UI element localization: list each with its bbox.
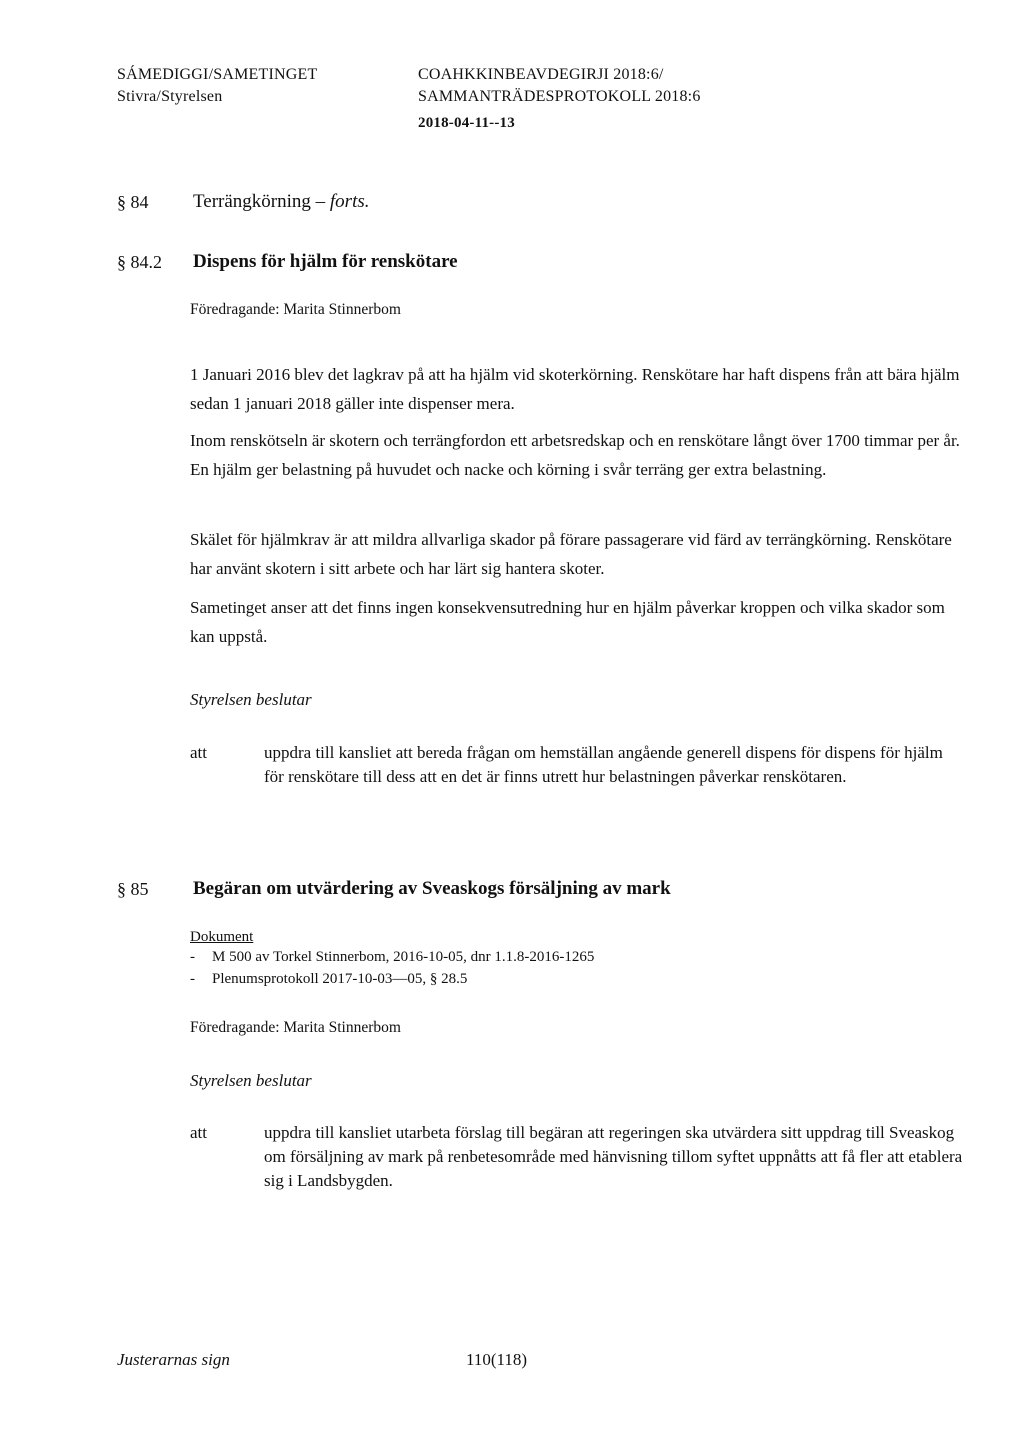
section-85-number: § 85 bbox=[117, 879, 149, 899]
section-84-title-suffix: forts. bbox=[329, 191, 370, 212]
section-84-number: § 84 bbox=[117, 192, 149, 212]
section-84-2-paragraph-2: Inom renskötseln är skotern och terrängfordon ett arbetsredskap och en renskötare långt över 1700 timmar per år. En hjälm ger belastning på huvudet och nacke och körning i svår terräng ger extra belastning. bbox=[190, 431, 960, 479]
list-item: - M 500 av Torkel Stinnerbom, 2016-10-05, dnr 1.1.8-2016-1265 bbox=[190, 949, 595, 965]
section-84-2-paragraph-3: Skälet för hjälmkrav är att mildra allvarliga skador på förare passagerare vid färd av terrängkörning. Renskötare har använt skotern i sitt arbete och har lärt sig hantera skoter. bbox=[190, 530, 952, 578]
section-85-presenter: Föredragande: Marita Stinnerbom bbox=[190, 1019, 401, 1036]
document-item-1: M 500 av Torkel Stinnerbom, 2016-10-05, dnr 1.1.8-2016-1265 bbox=[212, 949, 595, 965]
section-85-decision-heading: Styrelsen beslutar bbox=[190, 1071, 312, 1090]
header-protocol-sami: COAHKKINBEAVDEGIRJI 2018:6/ bbox=[418, 66, 664, 83]
header-board: Stivra/Styrelsen bbox=[117, 88, 223, 105]
section-85-title: Begäran om utvärdering av Sveaskogs försäljning av mark bbox=[193, 878, 671, 899]
footer-signature-label: Justerarnas sign bbox=[117, 1350, 230, 1369]
header-date: 2018-04-11--13 bbox=[418, 115, 515, 131]
section-85-documents-heading: Dokument bbox=[190, 929, 254, 945]
header-org: SÁMEDIGGI/SAMETINGET bbox=[117, 66, 318, 83]
section-84-2-decision-label: att bbox=[190, 743, 207, 762]
section-84-2-decision-heading: Styrelsen beslutar bbox=[190, 690, 312, 709]
section-85-decision-label: att bbox=[190, 1123, 207, 1142]
section-84-title-text: Terrängkörning bbox=[193, 191, 311, 212]
section-85-decision-text: uppdra till kansliet utarbeta förslag till begäran att regeringen ska utvärdera sitt uppdrag till Sveaskog om försäljning av mark på renbetesområde med hänvisning tillom syftet uppnåtts att få fler att etablera sig i Landsbygden. bbox=[264, 1123, 963, 1190]
header-protocol-swedish: SAMMANTRÄDESPROTOKOLL 2018:6 bbox=[418, 88, 701, 105]
list-item: - Plenumsprotokoll 2017-10-03—05, § 28.5 bbox=[190, 971, 468, 987]
section-84-2-decision-text: uppdra till kansliet att bereda frågan om hemställan angående generell dispens för dispens för hjälm för renskötare till dess att en det är finns utrett hur belastningen påverkar renskötaren. bbox=[264, 743, 943, 786]
footer-page-number: 110(118) bbox=[466, 1350, 528, 1369]
document-item-2: Plenumsprotokoll 2017-10-03—05, § 28.5 bbox=[212, 971, 468, 987]
section-84-2-paragraph-1: 1 Januari 2016 blev det lagkrav på att ha hjälm vid skoterkörning. Renskötare har haft dispens från att bära hjälm sedan 1 januari 2018 gäller inte dispenser mera. bbox=[190, 365, 960, 413]
section-84-2-presenter: Föredragande: Marita Stinnerbom bbox=[190, 301, 401, 318]
section-84-2-paragraph-4: Sametinget anser att det finns ingen konsekvensutredning hur en hjälm påverkar kroppen och vilka skador som kan uppstå. bbox=[190, 598, 945, 646]
section-84-2-number: § 84.2 bbox=[117, 252, 162, 272]
section-85-documents-list bbox=[190, 946, 594, 990]
section-84-title: Terrängkörning – forts. bbox=[193, 191, 370, 212]
section-84-2-title: Dispens för hjälm för renskötare bbox=[193, 251, 458, 272]
